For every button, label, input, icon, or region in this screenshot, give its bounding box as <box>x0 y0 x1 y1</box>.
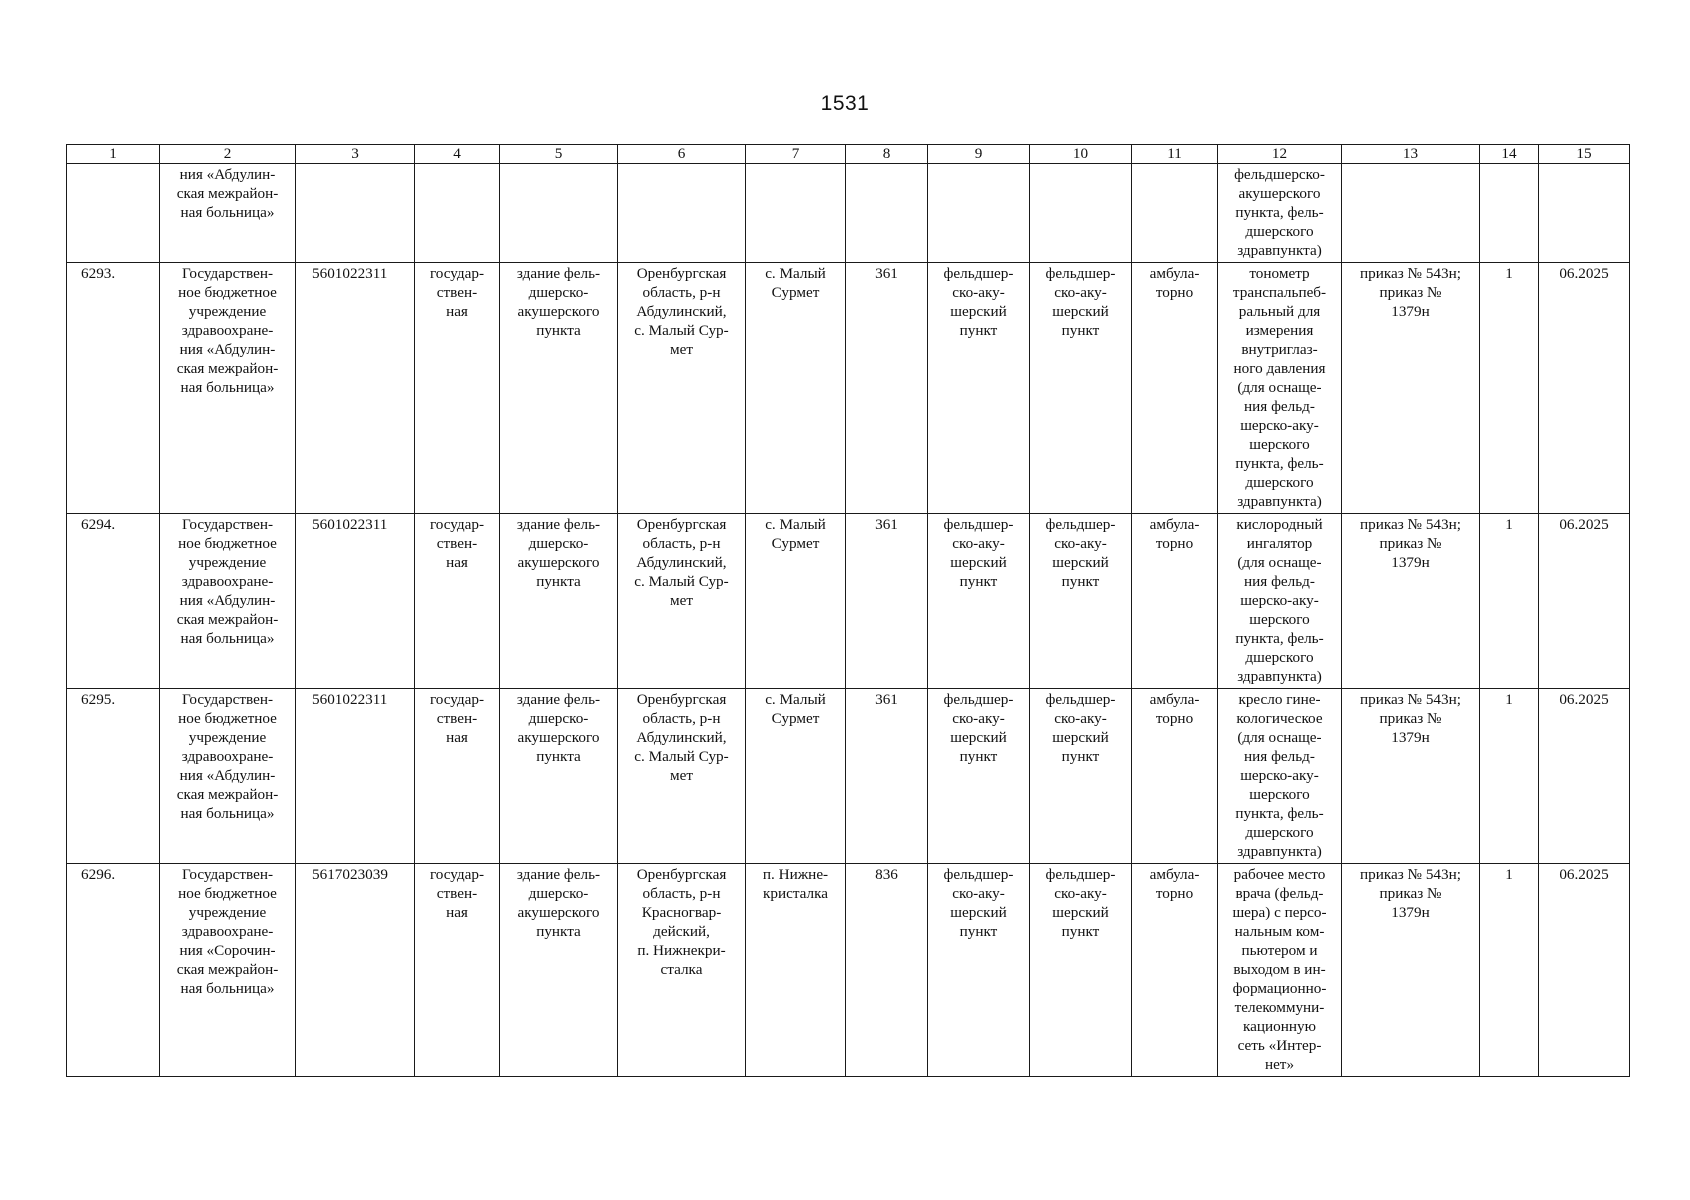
cell-address: Оренбургская область, р-н Абдулинский, с. Малый Сур- мет <box>618 514 746 689</box>
cell-date <box>1539 164 1630 263</box>
cell-address <box>618 164 746 263</box>
cell-inn <box>296 164 415 263</box>
column-number-7: 7 <box>746 145 846 164</box>
cell-building: здание фель- дшерско- акушерского пункта <box>500 514 618 689</box>
cell-ownership: государ- ствен- ная <box>415 689 500 864</box>
cell-org: Государствен- ное бюджетное учреждение здравоохране- ния «Абдулин- ская межрайон- ная больница» <box>160 514 296 689</box>
cell-quantity: 1 <box>1480 864 1539 1077</box>
cell-building: здание фель- дшерско- акушерского пункта <box>500 263 618 514</box>
cell-num: 6293. <box>67 263 160 514</box>
column-number-2: 2 <box>160 145 296 164</box>
cell-unit-name <box>1030 164 1132 263</box>
cell-address: Оренбургская область, р-н Красногвар- дейский, п. Нижнекри- сталка <box>618 864 746 1077</box>
registry-table <box>66 144 1630 1077</box>
cell-equipment: кресло гине- кологическое (для оснаще- ния фельд- шерско-аку- шерского пункта, фель- дшерского здравпункта) <box>1218 689 1342 864</box>
cell-num <box>67 164 160 263</box>
cell-inn: 5601022311 <box>296 514 415 689</box>
cell-date: 06.2025 <box>1539 263 1630 514</box>
column-number-8: 8 <box>846 145 928 164</box>
column-number-3: 3 <box>296 145 415 164</box>
page-number: 1531 <box>820 92 870 115</box>
cell-date: 06.2025 <box>1539 689 1630 864</box>
cell-population: 361 <box>846 689 928 864</box>
cell-equipment: рабочее место врача (фельд- шера) с персо- нальным ком- пьютером и выходом в ин- формационно- телекоммуни- кационную сеть «Интер- нет» <box>1218 864 1342 1077</box>
cell-ownership <box>415 164 500 263</box>
cell-care-form: амбула- торно <box>1132 514 1218 689</box>
cell-settlement: с. Малый Сурмет <box>746 689 846 864</box>
cell-settlement: п. Нижне- кристалка <box>746 864 846 1077</box>
table-row <box>67 263 1630 514</box>
cell-unit-name: фельдшер- ско-аку- шерский пункт <box>1030 514 1132 689</box>
cell-org: Государствен- ное бюджетное учреждение здравоохране- ния «Абдулин- ская межрайон- ная больница» <box>160 689 296 864</box>
column-number-12: 12 <box>1218 145 1342 164</box>
cell-order: приказ № 543н; приказ № 1379н <box>1342 864 1480 1077</box>
column-number-15: 15 <box>1539 145 1630 164</box>
cell-order: приказ № 543н; приказ № 1379н <box>1342 689 1480 864</box>
cell-population <box>846 164 928 263</box>
cell-org: ния «Абдулин- ская межрайон- ная больница» <box>160 164 296 263</box>
column-number-9: 9 <box>928 145 1030 164</box>
cell-address: Оренбургская область, р-н Абдулинский, с. Малый Сур- мет <box>618 263 746 514</box>
column-number-1: 1 <box>67 145 160 164</box>
continuation-row <box>67 164 1630 263</box>
cell-unit-name: фельдшер- ско-аку- шерский пункт <box>1030 864 1132 1077</box>
cell-unit-type <box>928 164 1030 263</box>
cell-equipment: тонометр транспальпеб- ральный для измерения внутриглаз- ного давления (для оснаще- ния фельд- шерско-аку- шерского пункта, фель- дшерского здравпункта) <box>1218 263 1342 514</box>
cell-building <box>500 164 618 263</box>
cell-unit-name: фельдшер- ско-аку- шерский пункт <box>1030 689 1132 864</box>
cell-equipment: кислородный ингалятор (для оснаще- ния фельд- шерско-аку- шерского пункта, фель- дшерского здравпункта) <box>1218 514 1342 689</box>
column-number-10: 10 <box>1030 145 1132 164</box>
cell-settlement: с. Малый Сурмет <box>746 263 846 514</box>
cell-population: 836 <box>846 864 928 1077</box>
cell-unit-type: фельдшер- ско-аку- шерский пункт <box>928 263 1030 514</box>
cell-population: 361 <box>846 514 928 689</box>
column-number-14: 14 <box>1480 145 1539 164</box>
cell-inn: 5601022311 <box>296 689 415 864</box>
column-number-4: 4 <box>415 145 500 164</box>
cell-care-form <box>1132 164 1218 263</box>
header-row <box>67 145 1630 164</box>
column-number-5: 5 <box>500 145 618 164</box>
cell-quantity <box>1480 164 1539 263</box>
column-number-11: 11 <box>1132 145 1218 164</box>
cell-num: 6295. <box>67 689 160 864</box>
table-row <box>67 514 1630 689</box>
cell-order <box>1342 164 1480 263</box>
cell-building: здание фель- дшерско- акушерского пункта <box>500 864 618 1077</box>
cell-org: Государствен- ное бюджетное учреждение здравоохране- ния «Сорочин- ская межрайон- ная больница» <box>160 864 296 1077</box>
cell-quantity: 1 <box>1480 514 1539 689</box>
cell-ownership: государ- ствен- ная <box>415 864 500 1077</box>
cell-order: приказ № 543н; приказ № 1379н <box>1342 514 1480 689</box>
cell-unit-type: фельдшер- ско-аку- шерский пункт <box>928 689 1030 864</box>
cell-equipment: фельдшерско- акушерского пункта, фель- дшерского здравпункта) <box>1218 164 1342 263</box>
column-number-13: 13 <box>1342 145 1480 164</box>
column-number-6: 6 <box>618 145 746 164</box>
cell-care-form: амбула- торно <box>1132 864 1218 1077</box>
cell-settlement <box>746 164 846 263</box>
cell-org: Государствен- ное бюджетное учреждение здравоохране- ния «Абдулин- ская межрайон- ная больница» <box>160 263 296 514</box>
cell-care-form: амбула- торно <box>1132 689 1218 864</box>
cell-inn: 5601022311 <box>296 263 415 514</box>
cell-settlement: с. Малый Сурмет <box>746 514 846 689</box>
cell-ownership: государ- ствен- ная <box>415 263 500 514</box>
cell-care-form: амбула- торно <box>1132 263 1218 514</box>
cell-address: Оренбургская область, р-н Абдулинский, с. Малый Сур- мет <box>618 689 746 864</box>
cell-unit-type: фельдшер- ско-аку- шерский пункт <box>928 864 1030 1077</box>
table-header <box>67 145 1630 164</box>
cell-building: здание фель- дшерско- акушерского пункта <box>500 689 618 864</box>
cell-date: 06.2025 <box>1539 514 1630 689</box>
cell-quantity: 1 <box>1480 263 1539 514</box>
cell-unit-type: фельдшер- ско-аку- шерский пункт <box>928 514 1030 689</box>
cell-num: 6294. <box>67 514 160 689</box>
cell-num: 6296. <box>67 864 160 1077</box>
cell-unit-name: фельдшер- ско-аку- шерский пункт <box>1030 263 1132 514</box>
cell-ownership: государ- ствен- ная <box>415 514 500 689</box>
cell-quantity: 1 <box>1480 689 1539 864</box>
table-row <box>67 864 1630 1077</box>
cell-inn: 5617023039 <box>296 864 415 1077</box>
cell-population: 361 <box>846 263 928 514</box>
cell-order: приказ № 543н; приказ № 1379н <box>1342 263 1480 514</box>
cell-date: 06.2025 <box>1539 864 1630 1077</box>
table-row <box>67 689 1630 864</box>
